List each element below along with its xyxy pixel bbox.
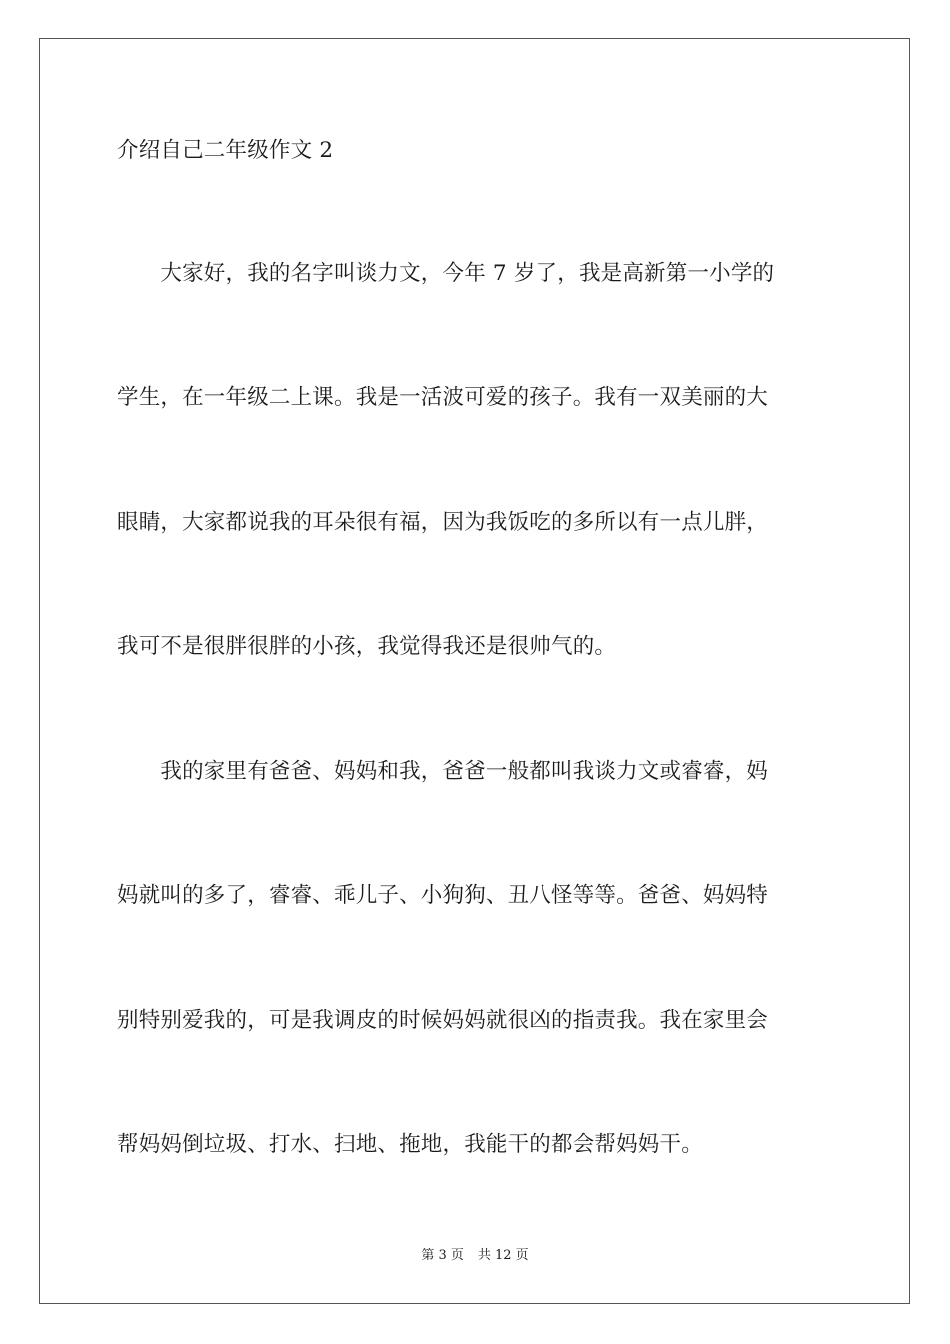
paragraph-1-line-3: 眼睛，大家都说我的耳朵很有福，因为我饭吃的多所以有一点儿胖， [117, 510, 769, 535]
paragraph-1-line-4: 我可不是很胖很胖的小孩，我觉得我还是很帅气的。 [117, 634, 617, 659]
page-border [39, 38, 910, 1304]
page-footer [0, 1247, 950, 1265]
paragraph-2-line-2: 妈就叫的多了，睿睿、乖儿子、小狗狗、丑八怪等等。爸爸、妈妈特 [117, 883, 769, 908]
paragraph-2-line-3: 别特别爱我的，可是我调皮的时候妈妈就很凶的指责我。我在家里会 [117, 1008, 769, 1033]
document-title: 介绍自己二年级作文 2 [117, 138, 334, 163]
paragraph-2-line-1: 我的家里有爸爸、妈妈和我，爸爸一般都叫我谈力文或睿睿，妈 [117, 759, 769, 784]
paragraph-1-line-1: 大家好，我的名字叫谈力文，今年 7 岁了，我是高新第一小学的 [117, 261, 775, 286]
page-number: 第 3 页 [421, 1248, 464, 1263]
paragraph-2-line-4: 帮妈妈倒垃圾、打水、扫地、拖地，我能干的都会帮妈妈干。 [117, 1132, 703, 1157]
page-total: 共 12 页 [477, 1248, 529, 1263]
paragraph-1-line-2: 学生，在一年级二上课。我是一活波可爱的孩子。我有一双美丽的大 [117, 385, 769, 410]
